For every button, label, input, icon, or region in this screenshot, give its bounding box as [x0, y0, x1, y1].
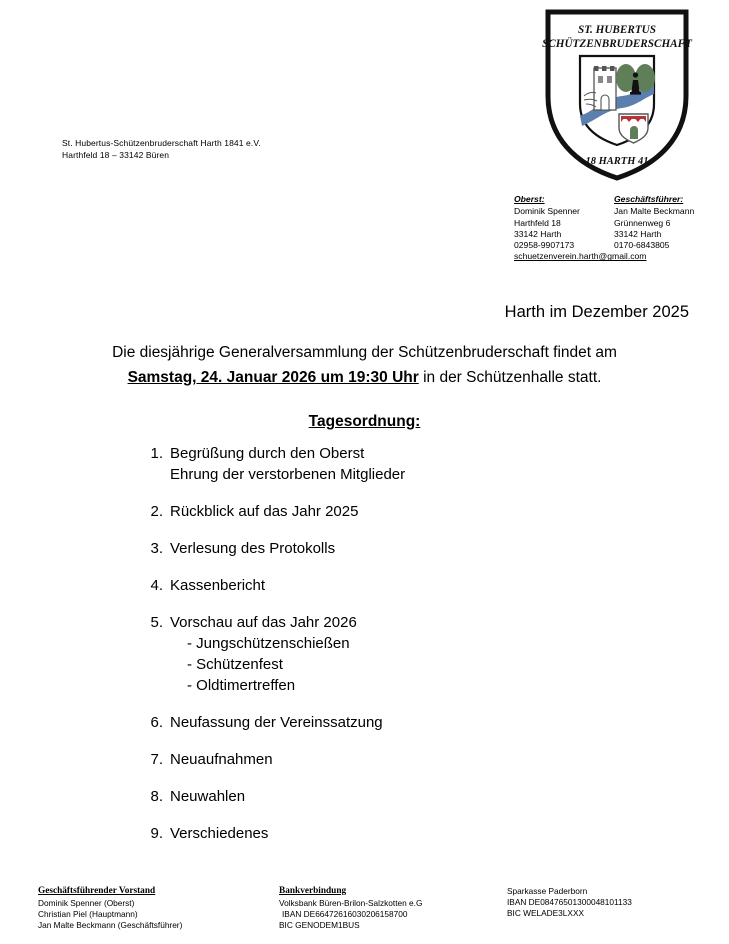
- agenda-title: Tagesordnung:: [308, 413, 421, 430]
- geschaeftsfuehrer-phone: 0170-6843805: [614, 240, 670, 251]
- agenda-item: [146, 501, 626, 522]
- agenda-item-line: Ehrung der verstorbenen Mitglieder: [170, 466, 406, 483]
- geschaeftsfuehrer-street: Grünnenweg 6: [614, 217, 671, 228]
- agenda-item-line: Neuwahlen: [170, 788, 246, 805]
- agenda-item: [146, 612, 626, 696]
- footer-bank-column: [279, 886, 504, 931]
- agenda-item-body: [170, 443, 626, 485]
- footer-bank-iban: IBAN DE66472616030206158700: [282, 908, 408, 919]
- agenda-item: [146, 749, 626, 770]
- agenda-item: [146, 538, 626, 559]
- oberst-street: Harthfeld 18: [514, 217, 561, 228]
- agenda-item-line: Verlesung des Protokolls: [170, 540, 336, 557]
- agenda-item-number: 1.: [150, 445, 163, 462]
- agenda-item-number: 6.: [150, 714, 163, 731]
- geschaeftsfuehrer-city: 33142 Harth: [614, 228, 662, 239]
- agenda-item-number: 4.: [150, 577, 163, 594]
- agenda-item-number: 2.: [150, 503, 163, 520]
- page-footer: [0, 886, 729, 942]
- agenda-item-number: 8.: [150, 788, 163, 805]
- contact-column-geschaeftsfuehrer: [614, 194, 706, 251]
- footer-bank2-bic: BIC WELADE3LXXX: [507, 908, 585, 919]
- agenda-item: [146, 575, 626, 596]
- agenda-item-body: [170, 538, 626, 559]
- oberst-city: 33142 Harth: [514, 228, 562, 239]
- agenda-item-body: [170, 612, 626, 696]
- contact-email-link[interactable]: schuetzenverein.harth@gmail.com: [514, 251, 647, 262]
- oberst-heading: Oberst:: [514, 194, 545, 204]
- agenda-item-subline: - Jungschützenschießen: [187, 635, 350, 652]
- agenda-item-body: [170, 749, 626, 770]
- agenda-item-line: Begrüßung durch den Oberst: [170, 445, 365, 462]
- agenda-item-body: [170, 575, 626, 596]
- footer-bank2-name: Sparkasse Paderborn: [507, 886, 588, 896]
- geschaeftsfuehrer-name: Jan Malte Beckmann: [614, 206, 695, 217]
- agenda-item-line: Verschiedenes: [170, 825, 269, 842]
- agenda-item-number: 9.: [150, 825, 163, 842]
- agenda-item-line: Kassenbericht: [170, 577, 266, 594]
- sender-line-1: St. Hubertus-Schützenbruderschaft Harth 1841 e.V.: [62, 138, 261, 148]
- agenda-item: [146, 786, 626, 807]
- announcement-line-2-tail: in der Schützenhalle statt.: [418, 369, 602, 386]
- agenda-item-number: 5.: [150, 614, 163, 631]
- agenda-list: [146, 443, 626, 860]
- sender-address-block: [62, 138, 261, 161]
- footer-bank-heading: Bankverbindung: [279, 886, 347, 896]
- footer-bank-bic: BIC GENODEM1BUS: [279, 920, 360, 930]
- footer-board-column: [38, 886, 268, 931]
- announcement-line-1: Die diesjährige Generalversammlung der Schützenbruderschaft findet am: [112, 344, 617, 361]
- crest-svg: [526, 4, 708, 184]
- sender-line-2: Harthfeld 18 – 33142 Büren: [62, 149, 170, 160]
- footer-bank2-iban: IBAN DE08476501300048101133: [507, 897, 632, 908]
- agenda-item-line: Rückblick auf das Jahr 2025: [170, 503, 359, 520]
- crest-bottom-text: 18 HARTH 41: [585, 156, 649, 167]
- association-crest-logo: [526, 4, 708, 184]
- announcement-line-2: [0, 365, 729, 390]
- agenda-item-line: Vorschau auf das Jahr 2026: [170, 614, 357, 631]
- footer-bank-name: Volksbank Büren-Brilon-Salzkotten e.G: [279, 897, 423, 908]
- contact-column-oberst: [514, 194, 606, 251]
- geschaeftsfuehrer-heading: Geschäftsführer:: [614, 194, 684, 204]
- agenda-item-line: Neufassung der Vereinssatzung: [170, 714, 383, 731]
- agenda-item-subline: - Oldtimertreffen: [187, 677, 296, 694]
- agenda-item-subline: - Schützenfest: [187, 656, 283, 673]
- crest-top-line-2: SCHÜTZENBRUDERSCHAFT: [542, 38, 692, 50]
- footer-bank2-column: [507, 886, 722, 920]
- place-and-date: Harth im Dezember 2025: [504, 303, 689, 321]
- header-contacts-block: [514, 194, 714, 263]
- agenda-item: [146, 823, 626, 844]
- agenda-item-line: Neuaufnahmen: [170, 751, 273, 768]
- agenda-item-body: [170, 823, 626, 844]
- agenda-item: [146, 443, 626, 485]
- agenda-item: [146, 712, 626, 733]
- agenda-item-number: 3.: [150, 540, 163, 557]
- meeting-datetime: Samstag, 24. Januar 2026 um 19:30 Uhr: [127, 369, 419, 386]
- tower-icon: [594, 66, 616, 110]
- agenda-item-body: [170, 501, 626, 522]
- footer-board-line-2: Christian Piel (Hauptmann): [38, 908, 138, 919]
- announcement-paragraph: [0, 340, 729, 390]
- agenda-item-number: 7.: [150, 751, 163, 768]
- agenda-item-body: [170, 786, 626, 807]
- oberst-name: Dominik Spenner: [514, 206, 580, 217]
- footer-board-line-1: Dominik Spenner (Oberst): [38, 897, 135, 908]
- oberst-phone: 02958-9907173: [514, 240, 575, 251]
- footer-board-heading: Geschäftsführender Vorstand: [38, 886, 156, 896]
- footer-board-line-3: Jan Malte Beckmann (Geschäftsführer): [38, 920, 183, 930]
- crest-top-line-1: ST. HUBERTUS: [578, 24, 656, 36]
- agenda-item-body: [170, 712, 626, 733]
